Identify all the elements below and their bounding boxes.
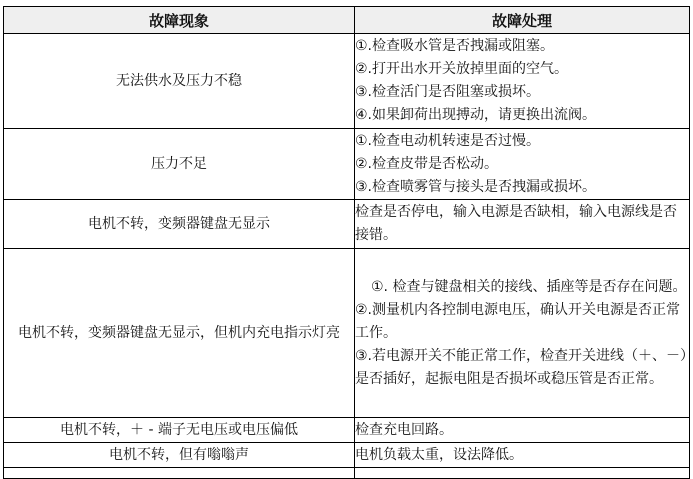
treatment-cell xyxy=(355,129,690,200)
symptom-cell: 压力不足 xyxy=(4,129,355,200)
treatment-line: 电机负载太重，设法降低。 xyxy=(355,446,523,463)
empty-cell xyxy=(4,468,355,479)
header-symptom: 故障现象 xyxy=(4,7,355,34)
treatment-line: ③.检查活门是否阻塞或损坏。 xyxy=(355,84,541,100)
empty-cell xyxy=(355,468,690,479)
table-row xyxy=(4,129,690,200)
treatment-cell xyxy=(355,443,690,468)
treatment-cell xyxy=(355,34,690,129)
fault-table xyxy=(3,6,690,479)
treatment-line: ②.测量机内各控制电源电压，确认开关电源是否正常工作。 xyxy=(355,301,680,341)
symptom-cell: 电机不转，但有嗡嗡声 xyxy=(4,443,355,468)
treatment-line: ③.若电源开关不能正常工作，检查开关进线（＋、－）是否插好，起振电阻是否损坏或稳压管是否正常。 xyxy=(355,347,687,387)
table-row xyxy=(4,200,690,249)
symptom-cell: 无法供水及压力不稳 xyxy=(4,34,355,129)
treatment-cell xyxy=(355,418,690,443)
table-row xyxy=(4,34,690,129)
treatment-line: ②.打开出水开关放掉里面的空气。 xyxy=(355,61,569,77)
header-treatment: 故障处理 xyxy=(355,7,690,34)
symptom-cell: 电机不转，变频器键盘无显示 xyxy=(4,200,355,249)
treatment-line: 检查充电回路。 xyxy=(355,421,453,438)
treatment-line: ②.检查皮带是否松动。 xyxy=(355,155,499,172)
treatment-line: 检查是否停电，输入电源是否缺相，输入电源线是否接错。 xyxy=(355,204,677,243)
header-row xyxy=(4,7,690,34)
treatment-line: ③.检查喷雾管与接头是否拽漏或损坏。 xyxy=(355,178,596,195)
treatment-line: ④.如果卸荷出现搏动，请更换出流阀。 xyxy=(355,107,596,123)
symptom-cell: 电机不转，变频器键盘无显示，但机内充电指示灯亮 xyxy=(4,249,355,418)
treatment-line: ①.检查吸水管是否拽漏或阻塞。 xyxy=(355,38,555,54)
treatment-cell xyxy=(355,249,690,418)
table-row xyxy=(4,468,690,479)
table-row xyxy=(4,418,690,443)
table-row xyxy=(4,443,690,468)
treatment-line: ①. 检查与键盘相关的接线、插座等是否存在问题。 xyxy=(371,278,687,295)
treatment-cell xyxy=(355,200,690,249)
table-row xyxy=(4,249,690,418)
treatment-line: ①.检查电动机转速是否过慢。 xyxy=(355,132,541,149)
symptom-cell: 电机不转，＋ - 端子无电压或电压偏低 xyxy=(4,418,355,443)
